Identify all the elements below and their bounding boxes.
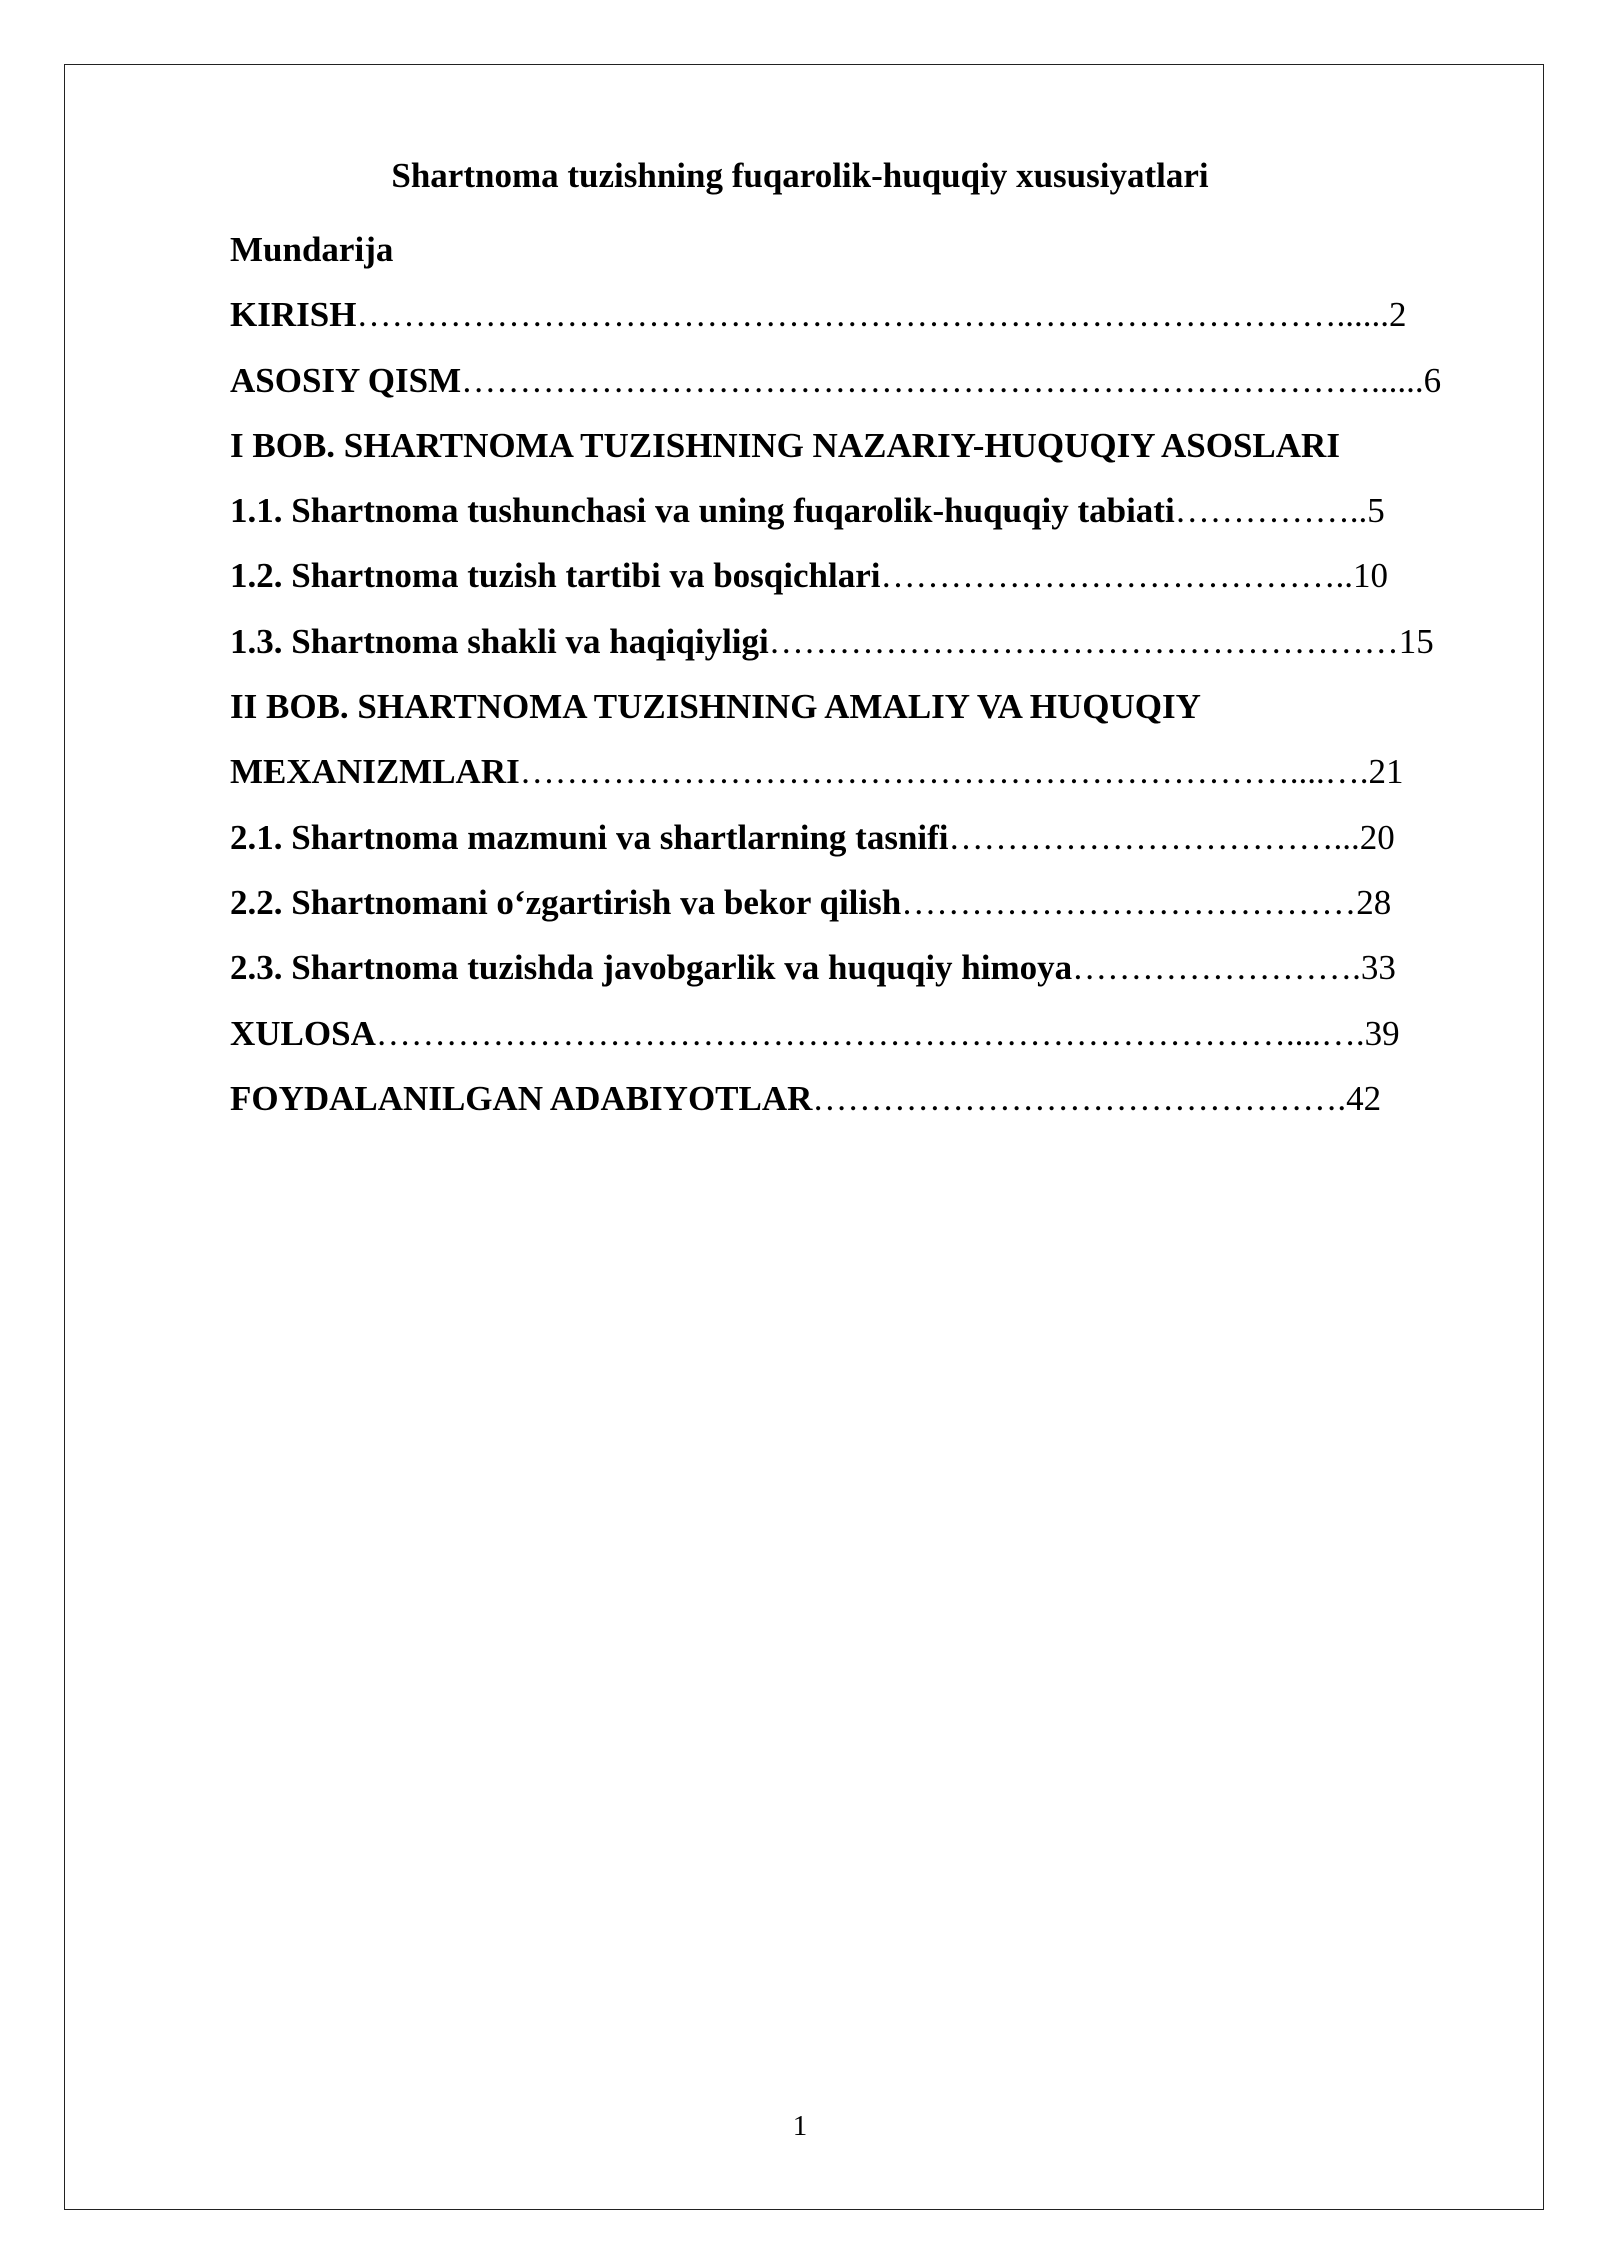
toc-entry-2-2[interactable] — [230, 870, 1530, 935]
toc-entry-title: II BOB. SHARTNOMA TUZISHNING AMALIY VA HUQUQIY — [230, 687, 1201, 727]
toc-entry-leader: …………………………………28 — [901, 882, 1392, 922]
toc-entry-leader: ……………………………………………………………………....….39 — [375, 1013, 1400, 1053]
toc-entry-leader: …………………………………..10 — [880, 556, 1388, 596]
toc-entry-asosiy-qism[interactable] — [230, 348, 1530, 413]
toc-entry-title: 2.2. Shartnomani o‘zgartirish va bekor qilish — [230, 882, 902, 922]
toc-entry-title: 2.3. Shartnoma tuzishda javobgarlik va huquqiy himoya — [230, 948, 1073, 988]
toc-entry-adabiyotlar[interactable] — [230, 1066, 1530, 1131]
toc-entry-chapter-2[interactable] — [230, 674, 1530, 739]
toc-entry-1-1[interactable] — [230, 478, 1530, 543]
toc-entry-leader: ……………..5 — [1174, 491, 1385, 531]
toc-entry-title: FOYDALANILGAN ADABIYOTLAR — [230, 1078, 813, 1118]
toc-entry-xulosa[interactable] — [230, 1001, 1530, 1066]
toc-entry-title: 2.1. Shartnoma mazmuni va shartlarning tasnifi — [230, 817, 949, 857]
toc-entry-leader: ……………………………………………………………………......6 — [461, 360, 1442, 400]
toc-entry-leader: ……………………………………….42 — [812, 1078, 1382, 1118]
toc-entry-title: 1.3. Shartnoma shakli va haqiqiyligi — [230, 621, 769, 661]
page-number: 1 — [792, 2110, 808, 2142]
toc-entry-leader: ……………………………...20 — [948, 817, 1395, 857]
toc-entry-kirish[interactable] — [230, 282, 1530, 347]
toc-entry-title: ASOSIY QISM — [230, 360, 462, 400]
table-of-contents — [230, 217, 1530, 1131]
toc-entry-chapter-1[interactable] — [230, 413, 1530, 478]
toc-entry-title: XULOSA — [230, 1013, 376, 1053]
toc-entry-2-1[interactable] — [230, 805, 1530, 870]
toc-entry-leader: …………………………………………………………………………......2 — [356, 295, 1407, 335]
toc-entry-leader: …………………….33 — [1072, 948, 1396, 988]
toc-entry-1-2[interactable] — [230, 543, 1530, 608]
toc-entry-chapter-2-continued[interactable] — [230, 739, 1530, 804]
toc-entry-title: MEXANIZMLARI — [230, 752, 520, 792]
toc-entry-title: 1.2. Shartnoma tuzish tartibi va bosqichlari — [230, 556, 881, 596]
toc-entry-leader: ………………………………………………15 — [768, 621, 1434, 661]
toc-entry-title: KIRISH — [230, 295, 357, 335]
toc-entry-title: I BOB. SHARTNOMA TUZISHNING NAZARIY-HUQUQIY ASOSLARI — [230, 425, 1340, 465]
contents-heading: Mundarija — [230, 230, 394, 269]
toc-entry-title: 1.1. Shartnoma tushunchasi va uning fuqarolik-huquqiy tabiati — [230, 491, 1175, 531]
toc-entry-leader: …………………………………………………………....….21 — [519, 752, 1404, 792]
document-title: Shartnoma tuzishning fuqarolik-huquqiy xususiyatlari — [391, 156, 1209, 195]
toc-entry-1-3[interactable] — [230, 609, 1530, 674]
toc-entry-2-3[interactable] — [230, 935, 1530, 1000]
